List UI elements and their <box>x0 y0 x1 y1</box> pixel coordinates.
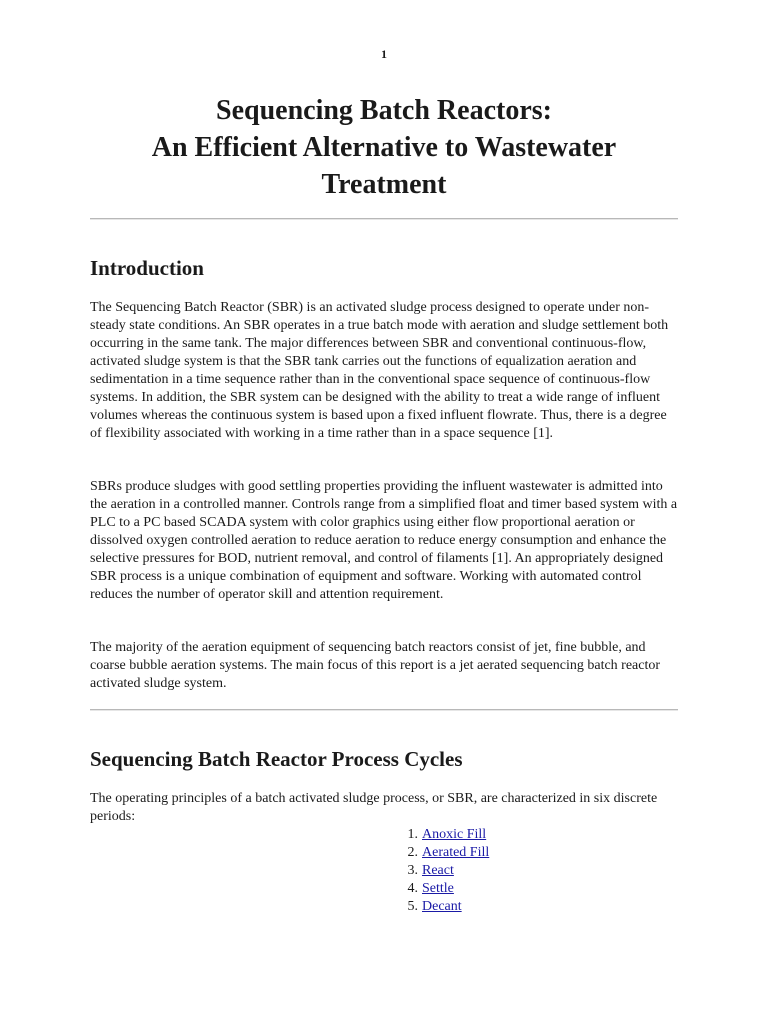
intro-paragraph-2: SBRs produce sludges with good settling properties providing the influent wastewater is admitted into the aeration in a controlled manner. Controls range from a simplified float and timer based system with a PLC to a PC based SCADA system with color graphics using either flow proportional aeration or dissolved oxygen controlled aeration to reduce aeration to reduce energy consumption and enhance the selective pressures for BOD, nutrient removal, and control of filaments [1]. An appropriately designed SBR process is a unique combination of equipment and software. Working with automated control reduces the number of operator skill and attention requirement. <box>90 479 678 602</box>
horizontal-divider <box>90 709 678 711</box>
page-title <box>90 92 678 203</box>
page-number: 1 <box>381 47 387 61</box>
link-decant[interactable]: Decant <box>422 899 462 914</box>
list-item-number: 3. <box>407 863 418 878</box>
intro-paragraph-1: The Sequencing Batch Reactor (SBR) is an activated sludge process designed to operate under non-steady state conditions. An SBR operates in a true batch mode with aeration and sludge settlement both occurring in the same tank. The major differences between SBR and conventional continuous-flow, activated sludge system is that the SBR tank carries out the functions of equalization aeration and sedimentation in a time sequence rather than in the conventional space sequence of continuous-flow systems. In addition, the SBR system can be designed with the ability to treat a wide range of influent volumes whereas the continuous system is based upon a fixed influent flowrate. Thus, there is a degree of flexibility associated with working in a time rather than in a space sequence [1]. <box>90 300 669 441</box>
introduction-heading: Introduction <box>90 256 204 280</box>
list-item <box>0 844 768 862</box>
cycle-list <box>0 826 768 916</box>
link-aerated-fill[interactable]: Aerated Fill <box>422 845 490 860</box>
list-item-number: 4. <box>407 881 418 896</box>
title-line-1: Sequencing Batch Reactors: <box>216 95 552 126</box>
title-line-2: An Efficient Alternative to Wastewater <box>151 132 617 163</box>
horizontal-divider <box>90 218 678 220</box>
title-line-3: Treatment <box>321 169 447 200</box>
process-cycles-heading: Sequencing Batch Reactor Process Cycles <box>90 747 463 771</box>
link-settle[interactable]: Settle <box>422 881 454 896</box>
list-item-number: 1. <box>407 827 418 842</box>
link-react[interactable]: React <box>422 863 454 878</box>
link-anoxic-fill[interactable]: Anoxic Fill <box>422 827 487 842</box>
list-item <box>0 862 768 880</box>
process-cycles-paragraph: The operating principles of a batch activated sludge process, or SBR, are characterized in six discrete periods: <box>90 791 658 824</box>
list-item <box>0 898 768 916</box>
intro-paragraph-3: The majority of the aeration equipment of sequencing batch reactors consist of jet, fine bubble, and coarse bubble aeration systems. The main focus of this report is a jet aerated sequencing batch reactor activated sludge system. <box>90 640 661 691</box>
list-item-number: 5. <box>407 899 418 914</box>
list-item <box>0 880 768 898</box>
list-item-number: 2. <box>407 845 418 860</box>
list-item <box>0 826 768 844</box>
